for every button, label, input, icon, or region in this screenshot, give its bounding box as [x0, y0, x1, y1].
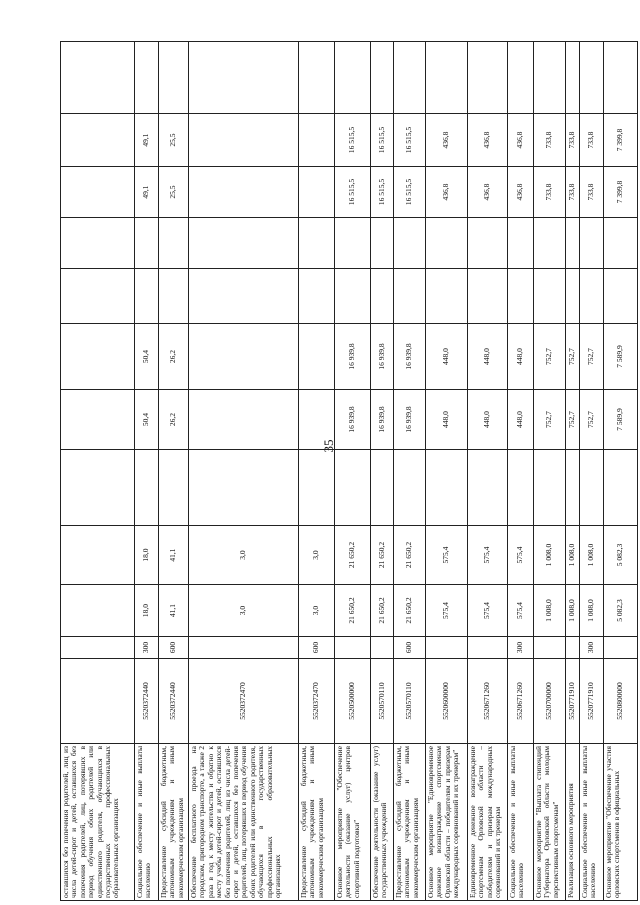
row-amount-cell: [508, 450, 534, 526]
row-amount-cell: 575,4: [468, 526, 508, 585]
table-row: [566, 42, 580, 901]
row-amount-cell: 16 515,5: [335, 167, 371, 218]
row-amount-cell: 752,7: [580, 324, 604, 390]
row-amount-cell: [508, 42, 534, 114]
table-row: [468, 42, 508, 901]
row-name-cell: Социальное обеспечение и иные выплаты населению: [508, 744, 534, 901]
row-amount-cell: [299, 167, 335, 218]
row-amount-cell: [566, 42, 580, 114]
row-amount-cell: [508, 218, 534, 269]
row-amount-cell: 16 939,8: [394, 324, 426, 390]
row-amount-cell: 7 399,8: [604, 114, 638, 167]
row-amount-cell: 41,1: [159, 526, 189, 585]
table-row: [580, 42, 604, 901]
row-amount-cell: [604, 269, 638, 324]
row-expense-type-cell: [371, 637, 394, 659]
row-amount-cell: [604, 42, 638, 114]
row-name-cell: Социальное обеспечение и иные выплаты населению: [135, 744, 159, 901]
row-name-cell: Основное мероприятие "Обеспечение участия орловских спортсменов в официальных: [604, 744, 638, 901]
row-amount-cell: [426, 269, 468, 324]
row-expense-type-cell: 600: [159, 637, 189, 659]
table-row: [299, 42, 335, 901]
row-amount-cell: 25,5: [159, 167, 189, 218]
row-amount-cell: [299, 269, 335, 324]
row-amount-cell: 3,0: [299, 526, 335, 585]
row-amount-cell: 16 515,5: [394, 114, 426, 167]
row-code-cell: 5520570110: [394, 659, 426, 744]
table-row: [508, 42, 534, 901]
row-name-cell: Социальное обеспечение и иные выплаты населению: [580, 744, 604, 901]
row-amount-cell: 3,0: [189, 585, 299, 637]
row-amount-cell: 21 650,2: [371, 526, 394, 585]
row-amount-cell: [335, 218, 371, 269]
row-amount-cell: 5 082,3: [604, 585, 638, 637]
row-name-cell: Основное мероприятие "Единовременное денежное вознаграждение спортсменам Орловской области – победителям и призерам международных соревнований и их тренерам": [426, 744, 468, 901]
row-amount-cell: 26,2: [159, 390, 189, 450]
row-amount-cell: [189, 324, 299, 390]
table-row: [371, 42, 394, 901]
row-amount-cell: [371, 450, 394, 526]
row-amount-cell: 436,8: [426, 114, 468, 167]
row-amount-cell: [580, 42, 604, 114]
row-amount-cell: 21 650,2: [394, 585, 426, 637]
table-rotator: [60, 42, 625, 901]
row-amount-cell: [299, 324, 335, 390]
row-code-cell: 5520700000: [534, 659, 566, 744]
row-expense-type-cell: 300: [135, 637, 159, 659]
row-amount-cell: [604, 218, 638, 269]
row-amount-cell: 16 515,5: [371, 114, 394, 167]
row-expense-type-cell: [566, 637, 580, 659]
row-amount-cell: [135, 42, 159, 114]
row-amount-cell: 575,4: [508, 526, 534, 585]
row-amount-cell: 733,8: [534, 167, 566, 218]
table-row: [335, 42, 371, 901]
row-amount-cell: [426, 450, 468, 526]
row-amount-cell: [159, 218, 189, 269]
row-amount-cell: [426, 218, 468, 269]
row-amount-cell: [580, 269, 604, 324]
row-amount-cell: 49,1: [135, 167, 159, 218]
row-amount-cell: [371, 269, 394, 324]
page-number: 35: [321, 439, 336, 453]
row-amount-cell: [189, 167, 299, 218]
row-amount-cell: 752,7: [566, 324, 580, 390]
row-name-cell: Единовременное денежное вознаграждение спортсменам Орловской области – победителям и призерам международных соревнований и их тренерам: [468, 744, 508, 901]
row-amount-cell: 1 008,0: [566, 526, 580, 585]
table-row: [189, 42, 299, 901]
row-name-cell: Обеспечение деятельности (оказание услуг) государственных учреждений: [371, 744, 394, 901]
row-code-cell: 5520372440: [135, 659, 159, 744]
row-code-cell: [61, 659, 135, 744]
row-amount-cell: [534, 450, 566, 526]
row-amount-cell: 16 939,8: [394, 390, 426, 450]
row-amount-cell: 16 515,5: [335, 114, 371, 167]
row-amount-cell: 7 399,8: [604, 167, 638, 218]
row-amount-cell: [61, 585, 135, 637]
row-amount-cell: 1 008,0: [580, 526, 604, 585]
row-amount-cell: [534, 269, 566, 324]
row-amount-cell: 5 082,3: [604, 526, 638, 585]
row-amount-cell: 7 589,9: [604, 324, 638, 390]
row-amount-cell: [566, 450, 580, 526]
row-code-cell: 5520671260: [508, 659, 534, 744]
row-expense-type-cell: 600: [299, 637, 335, 659]
row-amount-cell: [604, 450, 638, 526]
row-amount-cell: 733,8: [566, 167, 580, 218]
table-row: [394, 42, 426, 901]
row-amount-cell: [335, 42, 371, 114]
row-amount-cell: 18,0: [135, 585, 159, 637]
row-code-cell: 5520800000: [604, 659, 638, 744]
row-amount-cell: 50,4: [135, 390, 159, 450]
row-amount-cell: [299, 218, 335, 269]
row-amount-cell: [61, 269, 135, 324]
row-amount-cell: [394, 269, 426, 324]
row-amount-cell: 733,8: [580, 167, 604, 218]
row-name-cell: Предоставление субсидий бюджетным, автономным учреждениям и иным некоммерческим организациям: [394, 744, 426, 901]
row-amount-cell: 21 650,2: [335, 585, 371, 637]
row-name-cell: Предоставление субсидий бюджетным, автономным учреждениям и иным некоммерческим организациям: [159, 744, 189, 901]
row-amount-cell: 436,8: [468, 114, 508, 167]
row-amount-cell: 436,8: [426, 167, 468, 218]
row-amount-cell: 1 008,0: [534, 526, 566, 585]
row-amount-cell: 18,0: [135, 526, 159, 585]
row-amount-cell: [335, 269, 371, 324]
row-amount-cell: 41,1: [159, 585, 189, 637]
row-amount-cell: 16 939,8: [371, 390, 394, 450]
row-amount-cell: 752,7: [566, 390, 580, 450]
row-amount-cell: [299, 450, 335, 526]
row-amount-cell: [299, 42, 335, 114]
row-amount-cell: [189, 450, 299, 526]
row-code-cell: 5520671260: [468, 659, 508, 744]
row-amount-cell: [135, 450, 159, 526]
row-amount-cell: 448,0: [426, 390, 468, 450]
row-amount-cell: [135, 269, 159, 324]
row-expense-type-cell: [426, 637, 468, 659]
row-amount-cell: 16 939,8: [335, 390, 371, 450]
row-amount-cell: [468, 450, 508, 526]
row-amount-cell: 21 650,2: [394, 526, 426, 585]
row-amount-cell: [61, 324, 135, 390]
row-amount-cell: 448,0: [508, 324, 534, 390]
row-amount-cell: [508, 269, 534, 324]
row-amount-cell: 752,7: [580, 390, 604, 450]
table-row: [61, 42, 135, 901]
row-amount-cell: [135, 218, 159, 269]
row-amount-cell: 436,8: [508, 114, 534, 167]
row-amount-cell: [189, 114, 299, 167]
row-amount-cell: 21 650,2: [335, 526, 371, 585]
row-amount-cell: [371, 218, 394, 269]
row-amount-cell: [394, 42, 426, 114]
row-amount-cell: 1 008,0: [580, 585, 604, 637]
row-code-cell: 5520372470: [299, 659, 335, 744]
row-amount-cell: 575,4: [508, 585, 534, 637]
row-amount-cell: [468, 269, 508, 324]
row-amount-cell: 26,2: [159, 324, 189, 390]
row-amount-cell: 448,0: [426, 324, 468, 390]
row-expense-type-cell: 600: [394, 637, 426, 659]
row-amount-cell: [468, 42, 508, 114]
row-code-cell: 5520570110: [371, 659, 394, 744]
row-amount-cell: [189, 218, 299, 269]
row-amount-cell: [394, 218, 426, 269]
rotated-budget-table-sheet: [60, 42, 625, 901]
row-amount-cell: [189, 390, 299, 450]
row-amount-cell: [468, 218, 508, 269]
row-amount-cell: 575,4: [426, 585, 468, 637]
row-amount-cell: [61, 526, 135, 585]
table-row: [135, 42, 159, 901]
row-amount-cell: [335, 450, 371, 526]
row-amount-cell: [159, 269, 189, 324]
row-expense-type-cell: [189, 637, 299, 659]
row-amount-cell: 733,8: [580, 114, 604, 167]
row-amount-cell: [61, 114, 135, 167]
row-amount-cell: 752,7: [534, 324, 566, 390]
row-amount-cell: [394, 450, 426, 526]
row-name-cell: Предоставление субсидий бюджетным, автономным учреждениям и иным некоммерческим организациям: [299, 744, 335, 901]
row-code-cell: 5520500000: [335, 659, 371, 744]
row-amount-cell: 49,1: [135, 114, 159, 167]
row-amount-cell: 16 939,8: [335, 324, 371, 390]
row-amount-cell: 733,8: [534, 114, 566, 167]
row-code-cell: 5520771910: [580, 659, 604, 744]
row-amount-cell: 436,8: [508, 167, 534, 218]
row-amount-cell: [61, 42, 135, 114]
row-expense-type-cell: 300: [580, 637, 604, 659]
row-expense-type-cell: [61, 637, 135, 659]
row-amount-cell: 436,8: [468, 167, 508, 218]
row-code-cell: 5520771910: [566, 659, 580, 744]
row-name-cell: Основное мероприятие "Выплата стипендий Губернатора Орловской области молодым перспективным спортсменам": [534, 744, 566, 901]
row-amount-cell: [566, 269, 580, 324]
row-amount-cell: [566, 218, 580, 269]
row-amount-cell: 575,4: [468, 585, 508, 637]
row-code-cell: 5520372470: [189, 659, 299, 744]
row-amount-cell: [534, 42, 566, 114]
row-amount-cell: 16 515,5: [371, 167, 394, 218]
row-amount-cell: [580, 450, 604, 526]
row-amount-cell: 3,0: [299, 585, 335, 637]
row-amount-cell: 448,0: [468, 324, 508, 390]
row-amount-cell: 733,8: [566, 114, 580, 167]
row-name-cell: оставшихся без попечения родителей, лиц из числа детей-сирот и детей, оставшихся без попечения родителей, лиц, потерявших в период обучения обоих родителей или единственного родителя, обучающихся в государственных профессиональных образовательных организациях: [61, 744, 135, 901]
row-name-cell: Реализация основного мероприятия: [566, 744, 580, 901]
table-row: [159, 42, 189, 901]
row-amount-cell: 16 515,5: [394, 167, 426, 218]
row-amount-cell: [61, 167, 135, 218]
row-amount-cell: 50,4: [135, 324, 159, 390]
row-amount-cell: 1 008,0: [566, 585, 580, 637]
row-amount-cell: [580, 218, 604, 269]
row-amount-cell: [61, 390, 135, 450]
row-amount-cell: 448,0: [508, 390, 534, 450]
row-amount-cell: [189, 269, 299, 324]
row-amount-cell: [371, 42, 394, 114]
row-amount-cell: 448,0: [468, 390, 508, 450]
table-row: [426, 42, 468, 901]
row-amount-cell: [61, 450, 135, 526]
budget-table-body: [61, 42, 638, 901]
row-amount-cell: [299, 390, 335, 450]
row-amount-cell: [426, 42, 468, 114]
row-expense-type-cell: [335, 637, 371, 659]
row-amount-cell: [189, 42, 299, 114]
row-amount-cell: [159, 42, 189, 114]
table-row: [604, 42, 638, 901]
row-amount-cell: 3,0: [189, 526, 299, 585]
row-amount-cell: [299, 114, 335, 167]
row-expense-type-cell: [468, 637, 508, 659]
row-amount-cell: 575,4: [426, 526, 468, 585]
row-amount-cell: 7 589,9: [604, 390, 638, 450]
row-amount-cell: 16 939,8: [371, 324, 394, 390]
row-amount-cell: [159, 450, 189, 526]
row-name-cell: Обеспечение бесплатного проезда на городском, пригородном транспорте, а также 2 раза в год к месту жительства и обратно к месту учебы детей-сирот и детей, оставшихся без попечения родителей, лиц из числа детей-сирот и детей, оставшихся без попечения родителей, лиц, потерявших в период обучения обоих родителей или единственного родителя, обучающихся в государственных профессиональных образовательных организациях: [189, 744, 299, 901]
row-amount-cell: [534, 218, 566, 269]
row-amount-cell: 25,5: [159, 114, 189, 167]
row-code-cell: 5520372440: [159, 659, 189, 744]
row-amount-cell: 752,7: [534, 390, 566, 450]
row-amount-cell: [61, 218, 135, 269]
row-expense-type-cell: [604, 637, 638, 659]
budget-table: [60, 41, 638, 901]
row-code-cell: 5520600000: [426, 659, 468, 744]
row-name-cell: Основное мероприятие "Обеспечение деятельности (оказание услуг) центров спортивной подготовки": [335, 744, 371, 901]
table-row: [534, 42, 566, 901]
row-amount-cell: 1 008,0: [534, 585, 566, 637]
row-expense-type-cell: 300: [508, 637, 534, 659]
row-expense-type-cell: [534, 637, 566, 659]
row-amount-cell: 21 650,2: [371, 585, 394, 637]
